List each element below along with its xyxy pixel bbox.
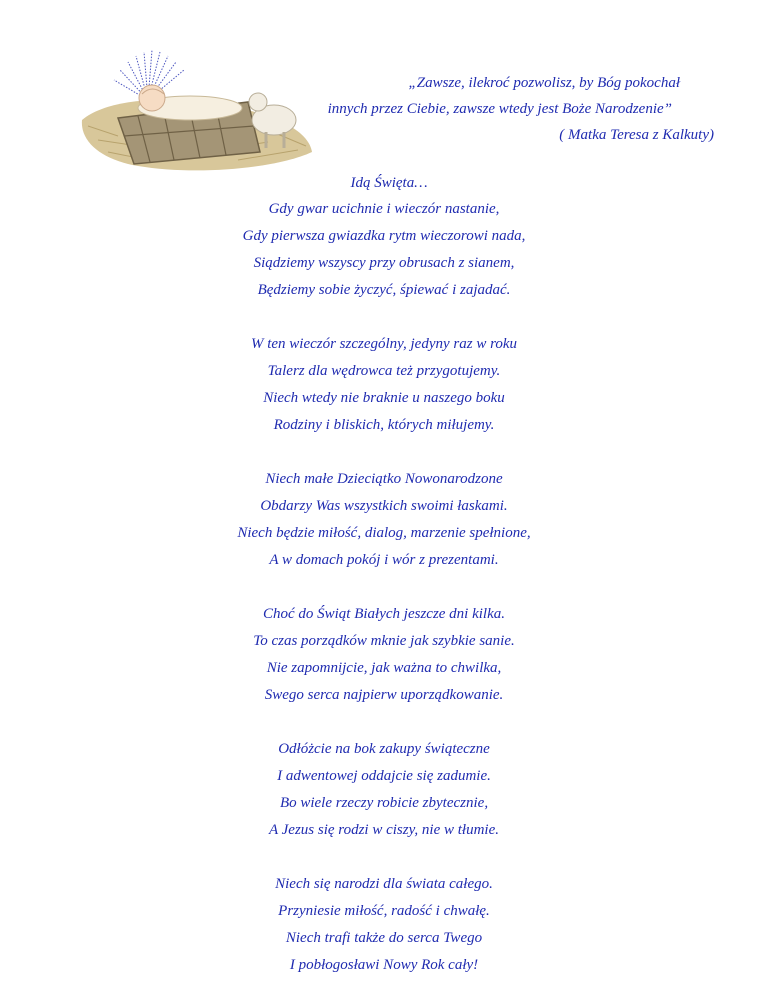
poem-verse: Siądziemy wszyscy przy obrusach z sianem, bbox=[253, 255, 515, 271]
quote-author: ( Matka Teresa z Kalkuty) bbox=[559, 127, 714, 143]
poem-verse: W ten wieczór szczególny, jedyny raz w roku bbox=[250, 336, 518, 352]
poem-verse: A Jezus się rodzi w ciszy, nie w tłumie. bbox=[269, 822, 499, 838]
poem-stanza bbox=[0, 601, 768, 709]
poem-stanza bbox=[0, 196, 768, 304]
poem-verse: A w domach pokój i wór z prezentami. bbox=[269, 552, 499, 568]
poem bbox=[0, 170, 768, 979]
poem-stanza bbox=[0, 466, 768, 574]
nativity-manger-icon bbox=[78, 40, 316, 178]
poem-verse: Niech będzie miłość, dialog, marzenie spełnione, bbox=[237, 525, 531, 541]
poem-stanza bbox=[0, 331, 768, 439]
poem-verse: Nie zapomnijcie, jak ważna to chwilka, bbox=[266, 660, 502, 676]
poem-stanza bbox=[0, 871, 768, 979]
poem-verse: I adwentowej oddajcie się zadumie. bbox=[277, 768, 491, 784]
poem-verse: Rodziny i bliskich, których miłujemy. bbox=[273, 417, 495, 433]
poem-title: Idą Święta… bbox=[350, 175, 428, 191]
poem-verse: Przyniesie miłość, radość i chwałę. bbox=[278, 903, 490, 919]
poem-verse: Choć do Świąt Białych jeszcze dni kilka. bbox=[262, 606, 506, 622]
poem-verse: I pobłogosławi Nowy Rok cały! bbox=[289, 957, 479, 973]
poem-verse: Bo wiele rzeczy robicie zbytecznie, bbox=[279, 795, 489, 811]
quote-line: innych przez Ciebie, zawsze wtedy jest Boże Narodzenie” bbox=[327, 101, 672, 117]
poem-stanza bbox=[0, 736, 768, 844]
quote-line: „Zawsze, ilekroć pozwolisz, by Bóg pokochał bbox=[408, 75, 680, 91]
poem-verse: Niech trafi także do serca Twego bbox=[285, 930, 483, 946]
poem-verse: Niech małe Dzieciątko Nowonarodzone bbox=[265, 471, 503, 487]
poem-verse: To czas porządków mknie jak szybkie sanie. bbox=[253, 633, 515, 649]
poem-verse: Obdarzy Was wszystkich swoimi łaskami. bbox=[260, 498, 508, 514]
epigraph-quote bbox=[328, 70, 714, 148]
poem-verse: Gdy pierwsza gwiazdka rytm wieczorowi nada, bbox=[242, 228, 526, 244]
poem-verse: Niech się narodzi dla świata całego. bbox=[275, 876, 493, 892]
poem-verse: Niech wtedy nie braknie u naszego boku bbox=[263, 390, 505, 406]
poem-verse: Gdy gwar ucichnie i wieczór nastanie, bbox=[268, 201, 500, 217]
poem-verse: Talerz dla wędrowca też przygotujemy. bbox=[267, 363, 501, 379]
poem-verse: Swego serca najpierw uporządkowanie. bbox=[264, 687, 504, 703]
poem-verse: Będziemy sobie życzyć, śpiewać i zajadać. bbox=[257, 282, 511, 298]
poem-verse: Odłóżcie na bok zakupy świąteczne bbox=[278, 741, 490, 757]
